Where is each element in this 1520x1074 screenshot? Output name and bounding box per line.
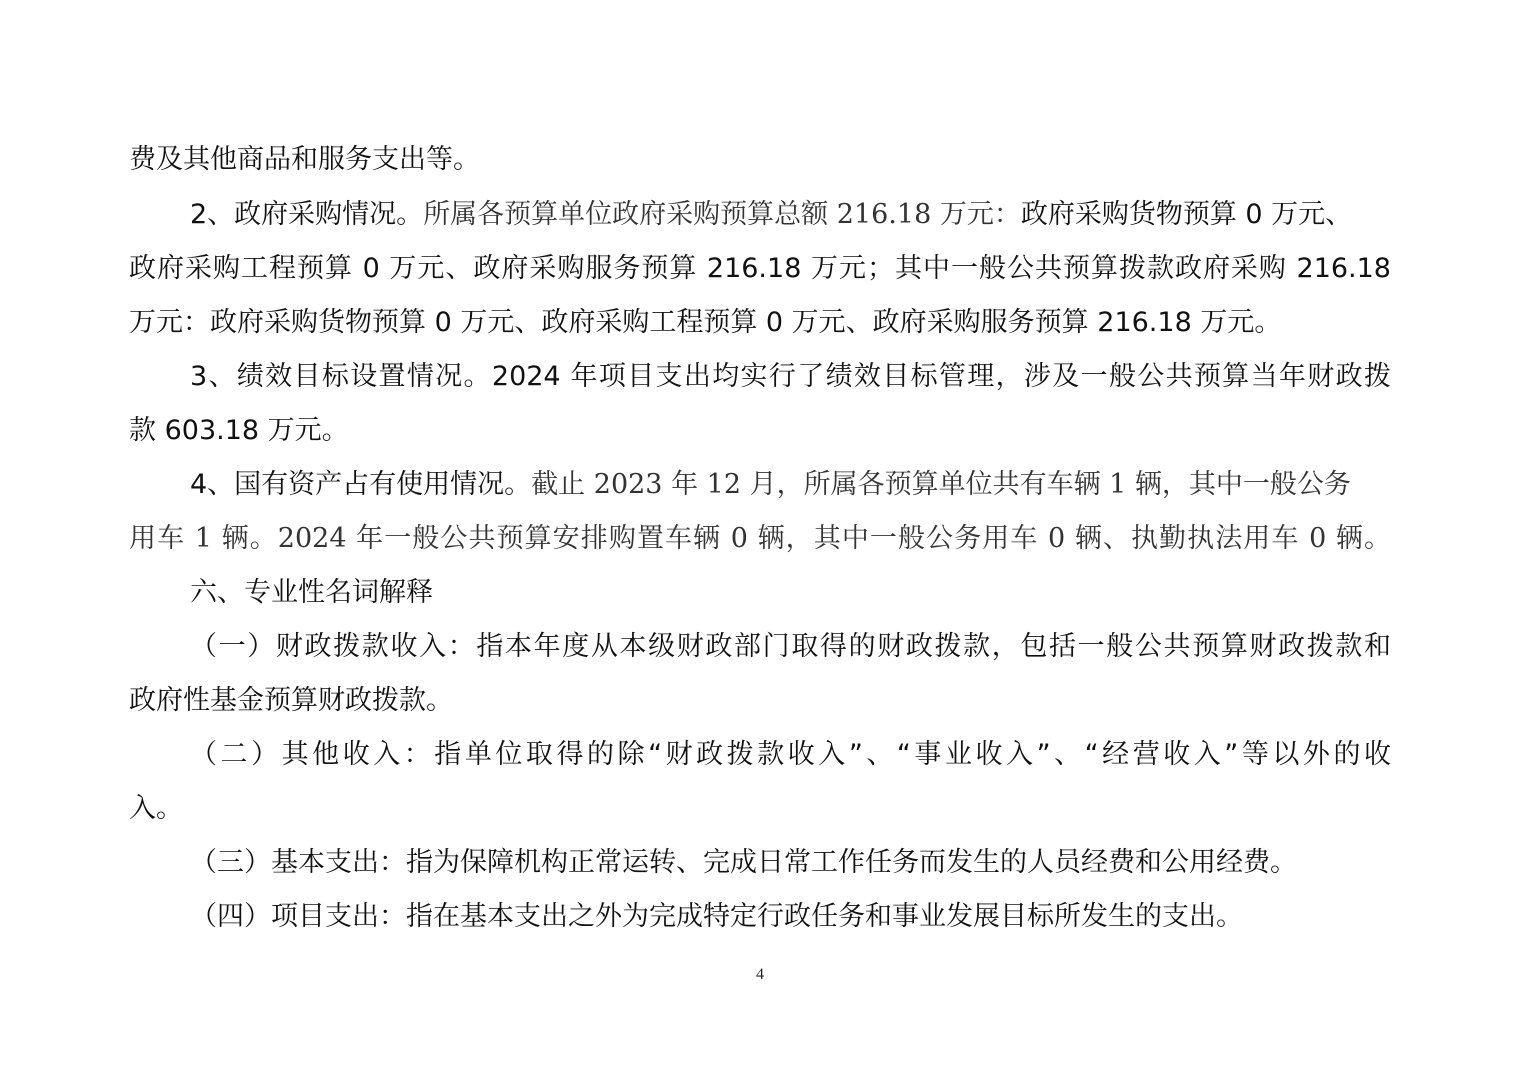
text-line-15: （四）项目支出：指在基本支出之外为完成特定行政任务和事业发展目标所发生的支出。 <box>190 901 1243 932</box>
text-line-6: 款 603.18 万元。 <box>129 415 349 446</box>
procurement-total-text: 所属各预算单位政府采购预算总额 216.18 万元： <box>423 199 1021 230</box>
text-line-5: 3、绩效目标设置情况。2024 年项目支出均实行了绩效目标管理，涉及一般公共预算当年财政拨 <box>190 361 1391 392</box>
text-line-4: 万元：政府采购货物预算 0 万元、政府采购工程预算 0 万元、政府采购服务预算 216.18 万元。 <box>129 307 1282 338</box>
text-line-1: 费及其他商品和服务支出等。 <box>129 144 480 175</box>
text-line-14: （三）基本支出：指为保障机构正常运转、完成日常工作任务而发生的人员经费和公用经费。 <box>190 847 1297 878</box>
text-line-13: 入。 <box>129 793 183 824</box>
section-heading-terms: 六、专业性名词解释 <box>190 577 433 608</box>
procurement-goods-text: 政府采购货物预算 0 万元、 <box>1020 199 1353 230</box>
assets-heading: 4、国有资产占有使用情况。 <box>190 469 532 500</box>
text-line-12: （二）其他收入：指单位取得的除“财政拨款收入”、“事业收入”、“经营收入”等以外的收 <box>190 739 1391 770</box>
text-line-3: 政府采购工程预算 0 万元、政府采购服务预算 216.18 万元；其中一般公共预算拨款政府采购 216.18 <box>129 253 1391 284</box>
text-line-7 <box>190 467 1391 503</box>
text-line-10: （一）财政拨款收入：指本年度从本级财政部门取得的财政拨款，包括一般公共预算财政拨款和 <box>190 631 1391 662</box>
assets-vehicle-text: 截止 2023 年 12 月，所属各预算单位共有车辆 1 辆，其中一般公务 <box>531 469 1351 500</box>
text-line-2 <box>190 197 1391 233</box>
text-line-8: 用车 1 辆。2024 年一般公共预算安排购置车辆 0 辆，其中一般公务用车 0 辆、执勤执法用车 0 辆。 <box>129 523 1391 554</box>
procurement-heading: 2、政府采购情况。 <box>190 199 424 230</box>
text-line-11: 政府性基金预算财政拨款。 <box>129 685 453 716</box>
page-number: 4 <box>756 966 764 983</box>
